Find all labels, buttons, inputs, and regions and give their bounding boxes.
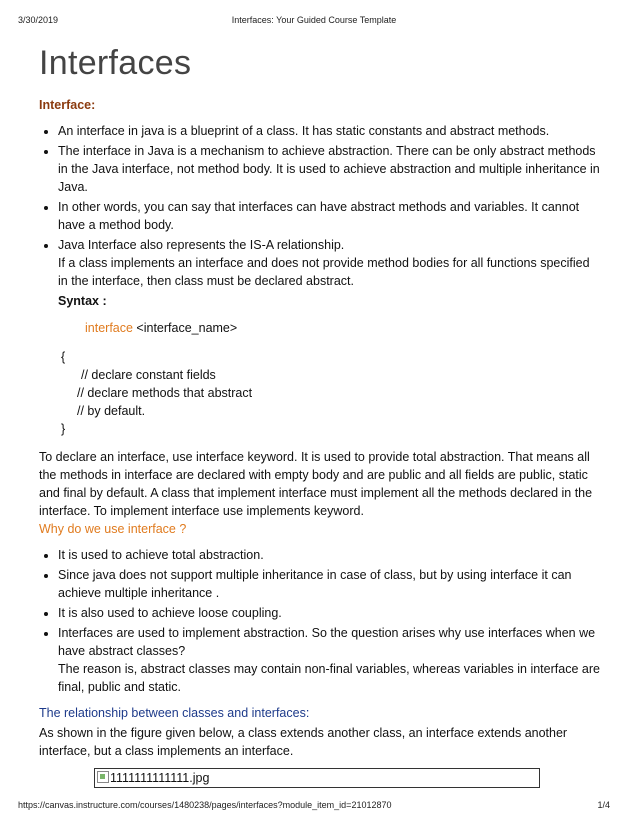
code-keyword: interface: [85, 321, 133, 335]
interface-heading: Interface:: [39, 98, 96, 112]
relationship-paragraph: As shown in the figure given below, a class extends another class, an interface extends another interface, but a class implements an interface.: [39, 726, 568, 758]
list-item: • An interface in java is a blueprint of a class. It has static constants and abstract methods.: [58, 122, 601, 140]
interface-bullet-list: [39, 122, 601, 337]
page-content: [39, 40, 601, 788]
page-number: 1/4: [597, 800, 610, 810]
syntax-label: Syntax :: [58, 294, 107, 308]
page-title: Interfaces: [39, 44, 192, 82]
list-item: • In other words, you can say that interfaces can have abstract methods and variables. It cannot have a method body.: [58, 198, 601, 234]
declaration-paragraph: To declare an interface, use interface keyword. It is used to provide total abstraction. That means all the methods in interface are declared with empty body and are public and all fields are public, static and final by default. A class that implement interface must implement all the methods declared in the interface. To implement interface use implements keyword.: [39, 450, 593, 518]
broken-image: [94, 768, 540, 788]
image-alt-text: 1111111111111.jpg: [110, 771, 210, 785]
list-item: • It is used to achieve total abstraction.: [58, 546, 601, 564]
code-comment: // declare methods that abstract: [77, 386, 253, 400]
why-bullet-list: [39, 546, 601, 696]
code-body: [39, 348, 601, 438]
list-item-text: • Interfaces are used to implement abstraction. So the question arises why use interfaces when we have abstract classes?: [58, 626, 596, 658]
print-title: Interfaces: Your Guided Course Template: [231, 15, 397, 25]
code-interface-name: <interface_name>: [132, 321, 238, 335]
list-item: [58, 624, 601, 696]
code-block: [58, 319, 601, 337]
list-item: • Since java does not support multiple inheritance in case of class, but by using interface it can achieve multiple inheritance .: [58, 566, 601, 602]
broken-image-icon: [97, 771, 109, 783]
list-item: [58, 236, 601, 337]
code-declaration: [58, 319, 601, 337]
why-heading: Why do we use interface ?: [39, 522, 187, 536]
relationship-heading: The relationship between classes and interfaces:: [39, 706, 310, 720]
list-item: • The interface in Java is a mechanism to achieve abstraction. There can be only abstract methods in the Java interface, not method body. It is used to achieve abstraction and multiple inheritance in Java.: [58, 142, 601, 196]
print-date: 3/30/2019: [18, 15, 59, 25]
list-item-extra: The reason is, abstract classes may contain non-final variables, whereas variables in interface are final, public and static.: [58, 662, 600, 694]
list-item-text: • Java Interface also represents the IS-A relationship.: [58, 238, 345, 252]
code-comment: // by default.: [77, 404, 146, 418]
code-open-brace: {: [61, 350, 66, 364]
page-url: https://canvas.instructure.com/courses/1480238/pages/interfaces?module_item_id=21012870: [18, 800, 392, 810]
list-item-extra: If a class implements an interface and does not provide method bodies for all functions specified in the interface, then class must be declared abstract.: [58, 256, 590, 288]
list-item: • It is also used to achieve loose coupling.: [58, 604, 601, 622]
code-comment: // declare constant fields: [81, 368, 216, 382]
code-close-brace: }: [61, 422, 66, 436]
